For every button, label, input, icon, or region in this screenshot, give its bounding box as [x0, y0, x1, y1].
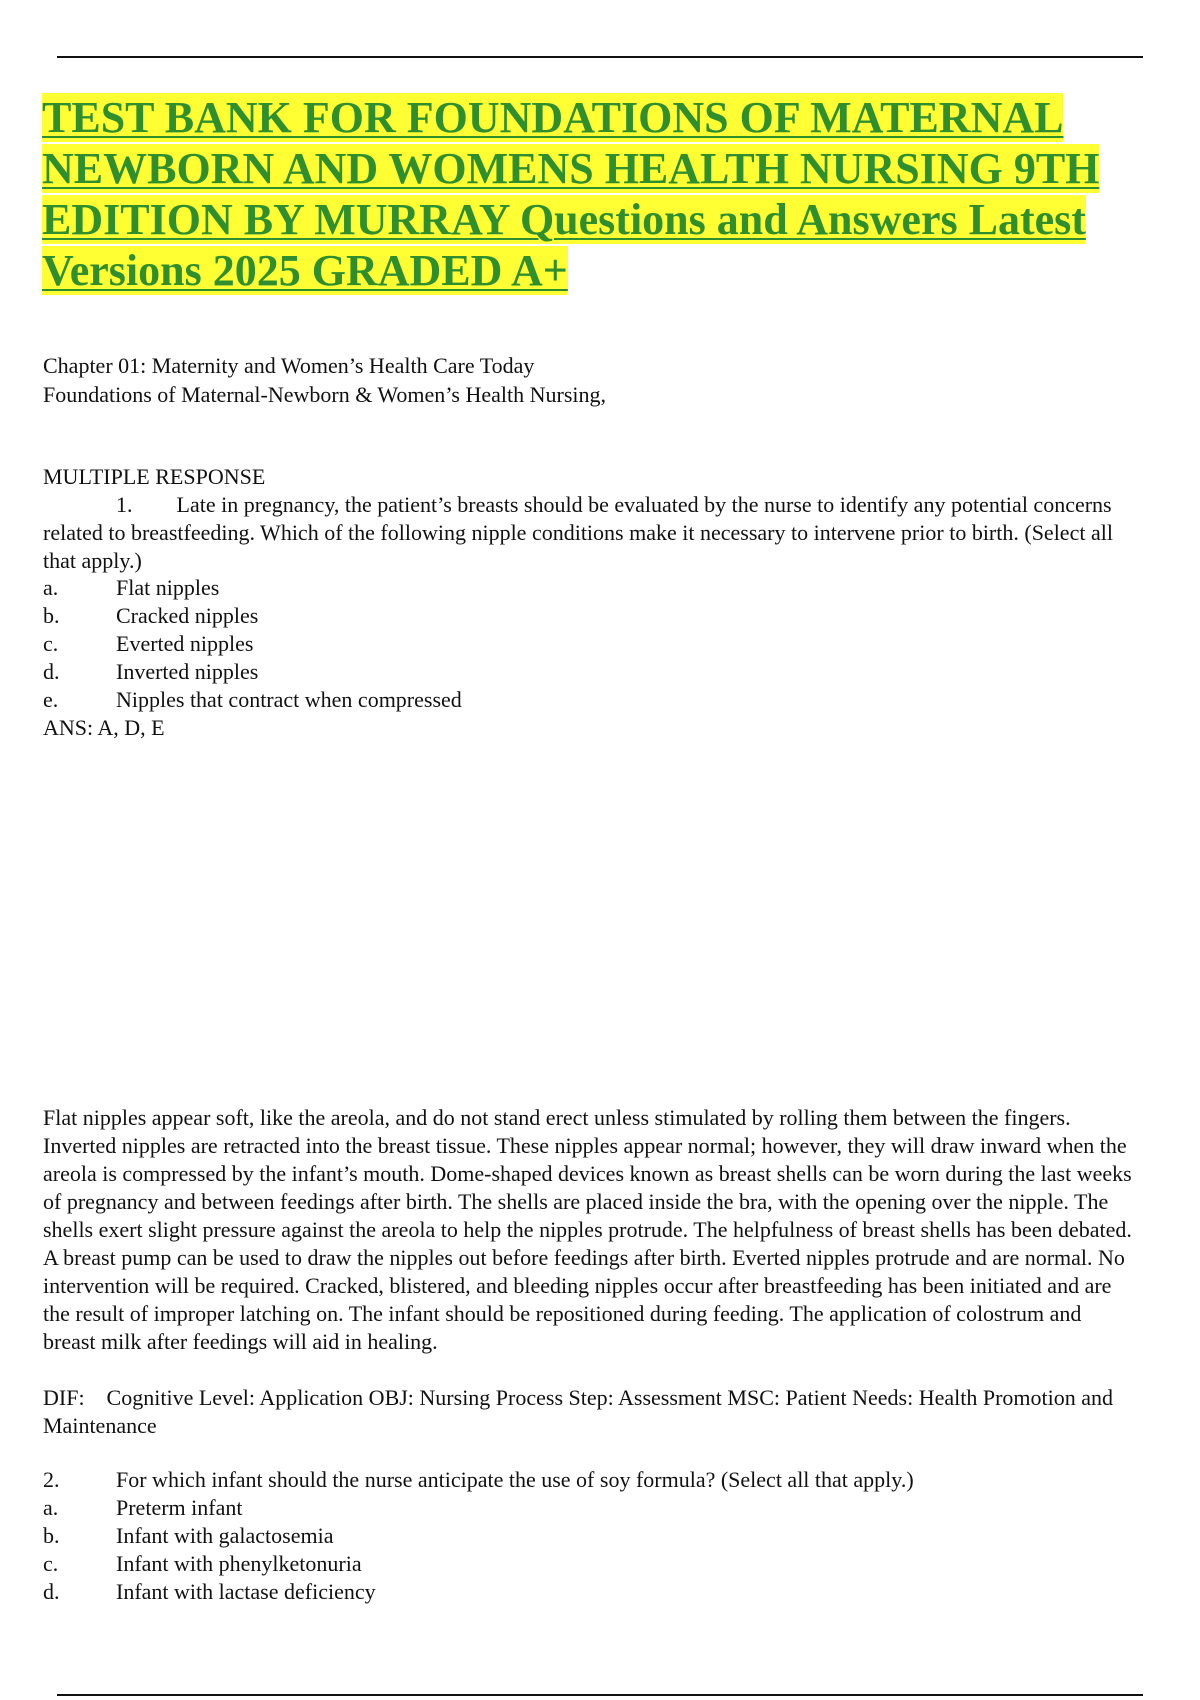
question-number: 2. [43, 1467, 60, 1492]
option-text: Inverted nipples [116, 659, 259, 684]
question-1-options [43, 574, 462, 714]
option-e [43, 686, 462, 714]
option-c [43, 1550, 376, 1578]
option-text: Everted nipples [116, 631, 254, 656]
option-a [43, 1494, 376, 1522]
option-d [43, 658, 462, 686]
question-1-rationale: Flat nipples appear soft, like the areola, and do not stand erect unless stimulated by rolling them between the fingers. Inverted nipples are retracted into the breast tissue. These nipples appear normal; however, they will draw inward when the areola is compressed by the infant’s mouth. Dome-shaped devices known as breast shells can be worn during the last weeks of pregnancy and between feedings after birth. The shells are placed inside the bra, with the opening over the nipple. The shells exert slight pressure against the areola to help the nipples protrude. The helpfulness of breast shells has been debated. A breast pump can be used to draw the nipples out before feedings after birth. Everted nipples protrude and are normal. No intervention will be required. Cracked, blistered, and bleeding nipples occur after breastfeeding has been initiated and are the result of improper latching on. The infant should be repositioned during feeding. The application of colostrum and breast milk after feedings will aid in healing. [43, 1105, 1132, 1354]
option-text: Preterm infant [116, 1495, 243, 1520]
document-title-text: TEST BANK FOR FOUNDATIONS OF MATERNAL NEWBORN AND WOMENS HEALTH NURSING 9TH EDITION BY MURRAY Questions and Answers Latest Versions 2025 GRADED A+ [42, 93, 1100, 295]
question-text: For which infant should the nurse anticipate the use of soy formula? (Select all that apply.) [116, 1467, 914, 1492]
option-letter: d. [43, 1579, 60, 1604]
option-letter: a. [43, 575, 59, 600]
option-text: Nipples that contract when compressed [116, 687, 462, 712]
option-letter: c. [43, 631, 59, 656]
option-text: Cracked nipples [116, 603, 259, 628]
option-b [43, 602, 462, 630]
option-letter: b. [43, 1523, 60, 1548]
chapter-heading: Chapter 01: Maternity and Women’s Health Care Today [43, 353, 535, 378]
option-letter: d. [43, 659, 60, 684]
footer-rule [57, 1694, 1143, 1696]
question-1-metadata: DIF: Cognitive Level: Application OBJ: Nursing Process Step: Assessment MSC: Patient Needs: Health Promotion and Maintenance [43, 1385, 1113, 1438]
option-text: Infant with phenylketonuria [116, 1551, 362, 1576]
option-text: Infant with galactosemia [116, 1523, 334, 1548]
option-d [43, 1578, 376, 1606]
question-2-options [43, 1494, 376, 1606]
section-heading: MULTIPLE RESPONSE [43, 464, 266, 489]
option-letter: e. [43, 687, 59, 712]
option-b [43, 1522, 376, 1550]
option-letter: c. [43, 1551, 59, 1576]
option-text: Infant with lactase deficiency [116, 1579, 376, 1604]
option-letter: b. [43, 603, 60, 628]
header-rule [57, 56, 1143, 58]
question-2-stem [43, 1466, 914, 1494]
question-1-stem: 1. Late in pregnancy, the patient’s breasts should be evaluated by the nurse to identify any potential concerns related to breastfeeding. Which of the following nipple conditions make it necessary to intervene prior to birth. (Select all that apply.) [43, 492, 1113, 573]
option-c [43, 630, 462, 658]
option-a [43, 574, 462, 602]
option-letter: a. [43, 1495, 59, 1520]
question-1-answer: ANS: A, D, E [43, 715, 165, 740]
book-title: Foundations of Maternal-Newborn & Women’s Health Nursing, [43, 382, 607, 407]
option-text: Flat nipples [116, 575, 220, 600]
document-title [42, 92, 1142, 296]
